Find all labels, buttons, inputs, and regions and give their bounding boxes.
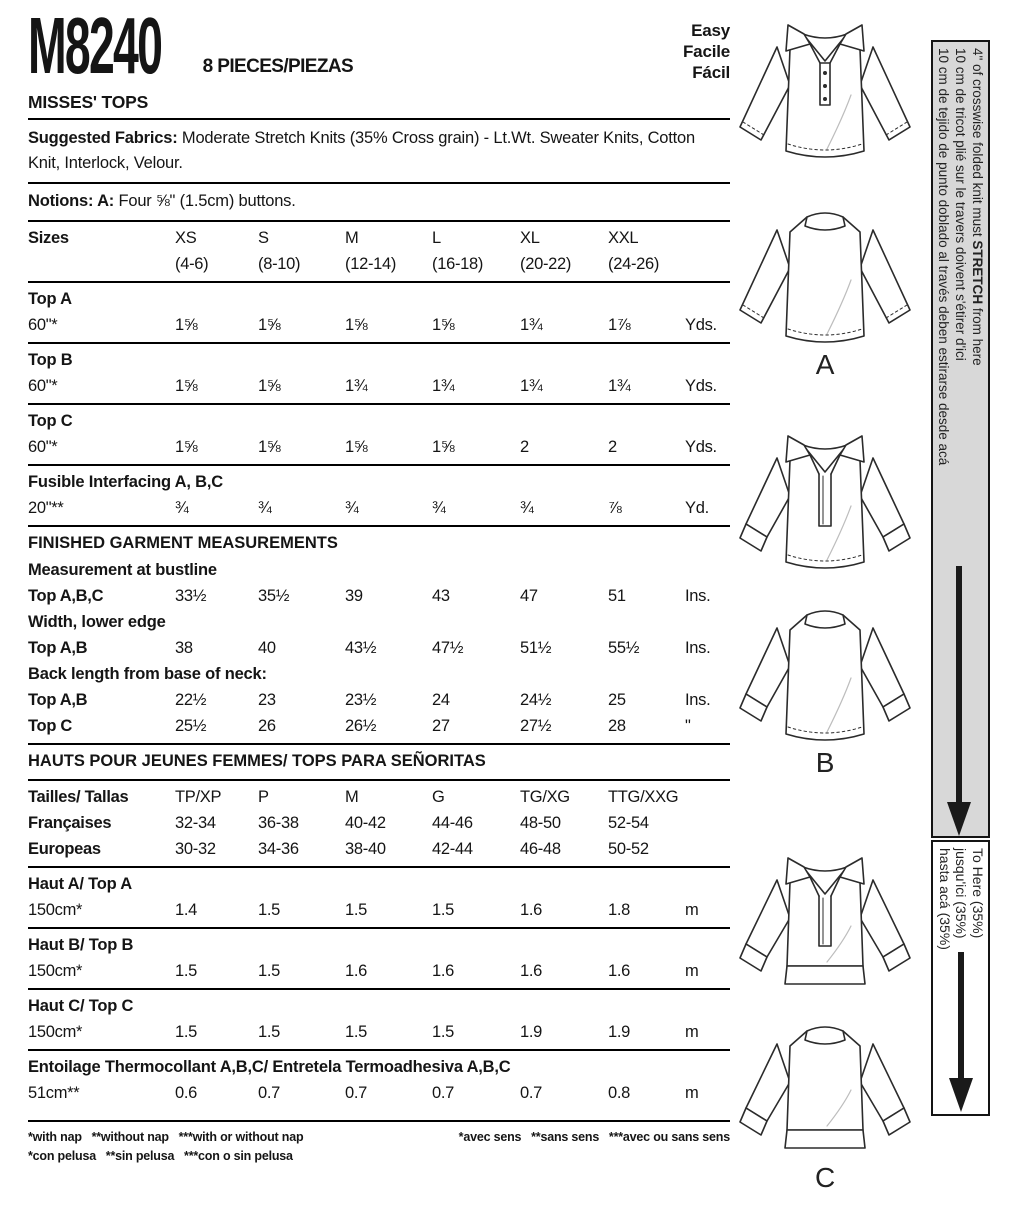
value-cell: 1.8 xyxy=(608,901,631,919)
value-cell: 1⅝ xyxy=(345,438,368,456)
value-cell: TG/XG xyxy=(520,788,570,806)
value-cell: 46-48 xyxy=(520,840,561,858)
value-cell: 1.6 xyxy=(432,962,455,980)
value-cell: 22½ xyxy=(175,691,207,709)
metric-sizes-section xyxy=(28,781,730,868)
value-cell: 38-40 xyxy=(345,840,386,858)
value-cell: 1¾ xyxy=(345,377,368,395)
row-label: Tailles/ Tallas xyxy=(28,788,129,806)
view-c-label: C xyxy=(814,1162,836,1193)
metric-yardage-row xyxy=(28,958,730,984)
value-cell: ¾ xyxy=(432,499,446,517)
value-cell: (8-10) xyxy=(258,255,301,273)
value-cell: 30-32 xyxy=(175,840,216,858)
difficulty-es: Fácil xyxy=(692,63,730,82)
yardage-row xyxy=(28,495,730,521)
row-label: Europeas xyxy=(28,840,101,858)
value-cell: TTG/XXG xyxy=(608,788,679,806)
unit-cell: Ins. xyxy=(685,639,711,657)
value-cell: 2 xyxy=(608,438,617,456)
value-cell: 23 xyxy=(258,691,276,709)
metric-yardage-row xyxy=(28,1080,730,1106)
row-label: 150cm* xyxy=(28,1023,83,1041)
value-cell: 24 xyxy=(432,691,450,709)
metric-yardage-heading: Haut A/ Top A xyxy=(28,875,133,893)
unit-cell: Yds. xyxy=(685,438,717,456)
value-cell: 32-34 xyxy=(175,814,216,832)
row-label: 150cm* xyxy=(28,901,83,919)
value-cell: 43½ xyxy=(345,639,377,657)
metric-yardage-heading: Entoilage Thermocollant A,B,C/ Entretela Termoadhesiva A,B,C xyxy=(28,1058,511,1076)
value-cell: 1.9 xyxy=(520,1023,543,1041)
value-cell: S xyxy=(258,229,269,247)
value-cell: 47½ xyxy=(432,639,464,657)
unit-cell: m xyxy=(685,1023,699,1041)
view-c-front-illustration xyxy=(727,846,923,998)
difficulty-fr: Facile xyxy=(683,42,730,61)
value-cell: 1⅝ xyxy=(175,438,198,456)
value-cell: 36-38 xyxy=(258,814,299,832)
measurement-subtitle: Measurement at bustline xyxy=(28,561,217,579)
value-cell: 1⅝ xyxy=(258,377,281,395)
unit-cell: Yds. xyxy=(685,377,717,395)
value-cell: G xyxy=(432,788,445,806)
value-cell: 1¾ xyxy=(520,377,543,395)
measurement-subtitle: Back length from base of neck: xyxy=(28,665,267,683)
value-cell: 0.6 xyxy=(175,1084,198,1102)
yardage-heading: Top B xyxy=(28,351,73,369)
footnotes-left xyxy=(28,1128,303,1166)
pattern-number: M8240 xyxy=(28,1,162,90)
stretch-to-en: To Here (35%) xyxy=(970,848,986,939)
view-c-back-illustration xyxy=(727,1010,923,1162)
value-cell: 1.6 xyxy=(520,901,543,919)
value-cell: 1¾ xyxy=(520,316,543,334)
suggested-fabrics xyxy=(28,120,730,184)
metric-yardage-row xyxy=(28,1019,730,1045)
row-label: 20"** xyxy=(28,499,64,517)
metric-yardage-row xyxy=(28,897,730,923)
metric-yardage-section xyxy=(28,1051,730,1110)
sizes-header-section xyxy=(28,222,730,283)
notions-text: Four ⅝" (1.5cm) buttons. xyxy=(114,192,296,210)
value-cell: 25½ xyxy=(175,717,207,735)
yardage-row xyxy=(28,434,730,460)
value-cell: 1⅝ xyxy=(175,316,198,334)
measurement-row xyxy=(28,583,730,609)
row-label: 60"* xyxy=(28,438,58,456)
stretch-gauge-from-box xyxy=(931,40,990,838)
yardage-row xyxy=(28,312,730,338)
stretch-gauge-to-down-arrow xyxy=(948,952,974,1112)
pieces-count: 8 PIECES/PIEZAS xyxy=(202,56,354,77)
value-cell: 1.5 xyxy=(345,901,368,919)
unit-cell: " xyxy=(685,717,691,735)
footnote-english: *with nap **without nap ***with or without nap xyxy=(28,1130,304,1144)
value-cell: 43 xyxy=(432,587,450,605)
row-label: 60"* xyxy=(28,377,58,395)
stretch-gauge-down-arrow xyxy=(946,566,972,836)
view-b-label: B xyxy=(815,747,835,778)
value-cell: (20-22) xyxy=(520,255,572,273)
value-cell: 1.5 xyxy=(258,1023,281,1041)
row-label: 60"* xyxy=(28,316,58,334)
value-cell: 40 xyxy=(258,639,276,657)
metric-size-row xyxy=(28,836,730,862)
value-cell: 1.5 xyxy=(175,1023,198,1041)
metric-title-section xyxy=(28,745,730,781)
footnotes xyxy=(28,1120,730,1166)
metric-table-title: HAUTS POUR JEUNES FEMMES/ TOPS PARA SEÑORITAS xyxy=(28,752,486,770)
value-cell: 1.5 xyxy=(175,962,198,980)
value-cell: 35½ xyxy=(258,587,290,605)
value-cell: 0.7 xyxy=(345,1084,368,1102)
metric-yardage-section xyxy=(28,929,730,990)
value-cell: 47 xyxy=(520,587,538,605)
view-b-front-illustration xyxy=(727,424,923,584)
measurement-row xyxy=(28,713,730,739)
value-cell: 1.5 xyxy=(432,1023,455,1041)
unit-cell: Yds. xyxy=(685,316,717,334)
value-cell: (24-26) xyxy=(608,255,660,273)
notions-label: Notions: A: xyxy=(28,192,115,210)
value-cell: 1.5 xyxy=(345,1023,368,1041)
finished-measurements-section xyxy=(28,527,730,745)
value-cell: 52-54 xyxy=(608,814,649,832)
value-cell: M xyxy=(345,229,359,247)
stretch-to-fr: jusqu'ici (35%) xyxy=(953,848,970,939)
stretch-from-fr: 10 cm de tricot plié sur le travers doivent s'étirer d'ici xyxy=(953,48,968,361)
value-cell: 34-36 xyxy=(258,840,299,858)
metric-yardage-section xyxy=(28,990,730,1051)
value-cell: TP/XP xyxy=(175,788,222,806)
value-cell: 1⅝ xyxy=(432,438,455,456)
metric-yardage-heading: Haut B/ Top B xyxy=(28,936,134,954)
value-cell: 51 xyxy=(608,587,626,605)
notions xyxy=(28,184,730,222)
value-cell: 26 xyxy=(258,717,276,735)
value-cell: 1.5 xyxy=(258,901,281,919)
value-cell: 33½ xyxy=(175,587,207,605)
suggested-fabrics-text: Moderate Stretch Knits (35% Cross grain) - Lt.Wt. Sweater Knits, Cotton Knit, Interlock, Velour. xyxy=(28,129,695,172)
value-cell: XS xyxy=(175,229,197,247)
metric-yardage-section xyxy=(28,868,730,929)
yardage-section xyxy=(28,405,730,466)
value-cell: 0.8 xyxy=(608,1084,631,1102)
value-cell: P xyxy=(258,788,269,806)
value-cell: ¾ xyxy=(175,499,189,517)
row-label: 150cm* xyxy=(28,962,83,980)
stretch-from-en: 4" of crosswise folded knit must STRETCH from here xyxy=(970,48,985,366)
value-cell: 1⅝ xyxy=(345,316,368,334)
size-ranges-row xyxy=(28,251,730,277)
yardage-section xyxy=(28,466,730,527)
finished-measurements-title: FINISHED GARMENT MEASUREMENTS xyxy=(28,534,338,552)
row-label: Top A,B,C xyxy=(28,587,104,605)
yardage-section xyxy=(28,283,730,344)
value-cell: 1.6 xyxy=(608,962,631,980)
value-cell: 0.7 xyxy=(432,1084,455,1102)
main-column xyxy=(28,0,730,1166)
stretch-from-es: 10 cm de tejido de punto doblado al través deben estirarse desde acá xyxy=(936,48,951,466)
unit-cell: Yd. xyxy=(685,499,709,517)
difficulty-en: Easy xyxy=(691,21,730,40)
row-label: 51cm** xyxy=(28,1084,80,1102)
value-cell: 24½ xyxy=(520,691,552,709)
metric-yardage-heading: Haut C/ Top C xyxy=(28,997,134,1015)
value-cell: 1⅝ xyxy=(258,438,281,456)
value-cell: ¾ xyxy=(258,499,272,517)
value-cell: 1¾ xyxy=(432,377,455,395)
value-cell: 1.6 xyxy=(520,962,543,980)
value-cell: 42-44 xyxy=(432,840,473,858)
yardage-and-measurement-tables xyxy=(28,222,730,1110)
yardage-heading: Top C xyxy=(28,412,73,430)
value-cell: 26½ xyxy=(345,717,377,735)
value-cell: 1.4 xyxy=(175,901,198,919)
value-cell: M xyxy=(345,788,359,806)
row-label: Top C xyxy=(28,717,73,735)
value-cell: 1.5 xyxy=(432,901,455,919)
value-cell: XL xyxy=(520,229,540,247)
garment-category: MISSES' TOPS xyxy=(28,92,730,120)
value-cell: (12-14) xyxy=(345,255,397,273)
metric-size-row xyxy=(28,810,730,836)
view-b-back-illustration xyxy=(727,594,923,752)
value-cell: 28 xyxy=(608,717,626,735)
measurement-row xyxy=(28,687,730,713)
value-cell: 55½ xyxy=(608,639,640,657)
size-names-row xyxy=(28,225,730,251)
value-cell: 1.9 xyxy=(608,1023,631,1041)
unit-cell: m xyxy=(685,1084,699,1102)
stretch-to-es: hasta acá (35%) xyxy=(937,848,953,950)
value-cell: 1⅝ xyxy=(175,377,198,395)
stretch-gauge-to-box xyxy=(931,840,990,1116)
value-cell: 2 xyxy=(520,438,529,456)
row-label: Top A,B xyxy=(28,691,88,709)
measurement-subtitle: Width, lower edge xyxy=(28,613,166,631)
value-cell: 1⅝ xyxy=(432,316,455,334)
value-cell: 1.5 xyxy=(258,962,281,980)
footnote-spanish: *con pelusa **sin pelusa ***con o sin pelusa xyxy=(28,1149,293,1163)
unit-cell: m xyxy=(685,962,699,980)
yardage-heading: Top A xyxy=(28,290,72,308)
value-cell: 38 xyxy=(175,639,193,657)
value-cell: XXL xyxy=(608,229,639,247)
value-cell: 50-52 xyxy=(608,840,649,858)
measurement-row xyxy=(28,635,730,661)
difficulty-levels xyxy=(683,20,730,83)
value-cell: 48-50 xyxy=(520,814,561,832)
yardage-heading: Fusible Interfacing A, B,C xyxy=(28,473,223,491)
row-label: Françaises xyxy=(28,814,112,832)
value-cell: 1.6 xyxy=(345,962,368,980)
yardage-section xyxy=(28,344,730,405)
brand-row xyxy=(28,1,730,90)
unit-cell: Ins. xyxy=(685,587,711,605)
value-cell: 1⅞ xyxy=(608,316,631,334)
value-cell: (4-6) xyxy=(175,255,209,273)
value-cell: 27 xyxy=(432,717,450,735)
value-cell: 0.7 xyxy=(258,1084,281,1102)
value-cell: ¾ xyxy=(520,499,534,517)
value-cell: 27½ xyxy=(520,717,552,735)
value-cell: 23½ xyxy=(345,691,377,709)
row-label: Top A,B xyxy=(28,639,88,657)
yardage-row xyxy=(28,373,730,399)
value-cell: 51½ xyxy=(520,639,552,657)
metric-size-names-row xyxy=(28,784,730,810)
value-cell: (16-18) xyxy=(432,255,484,273)
value-cell: 39 xyxy=(345,587,363,605)
footnote-french: *avec sens **sans sens ***avec ou sans sens xyxy=(458,1130,730,1144)
value-cell: 25 xyxy=(608,691,626,709)
value-cell: 40-42 xyxy=(345,814,386,832)
view-a-back-illustration xyxy=(727,196,923,354)
view-a-front-illustration xyxy=(727,13,923,177)
value-cell: 0.7 xyxy=(520,1084,543,1102)
suggested-fabrics-label: Suggested Fabrics: xyxy=(28,129,178,147)
value-cell: ¾ xyxy=(345,499,359,517)
row-label: Sizes xyxy=(28,229,69,247)
value-cell: 1⅝ xyxy=(258,316,281,334)
value-cell: L xyxy=(432,229,441,247)
value-cell: 44-46 xyxy=(432,814,473,832)
value-cell: 1¾ xyxy=(608,377,631,395)
view-a-label: A xyxy=(815,349,835,380)
unit-cell: Ins. xyxy=(685,691,711,709)
value-cell: ⅞ xyxy=(608,499,622,517)
unit-cell: m xyxy=(685,901,699,919)
